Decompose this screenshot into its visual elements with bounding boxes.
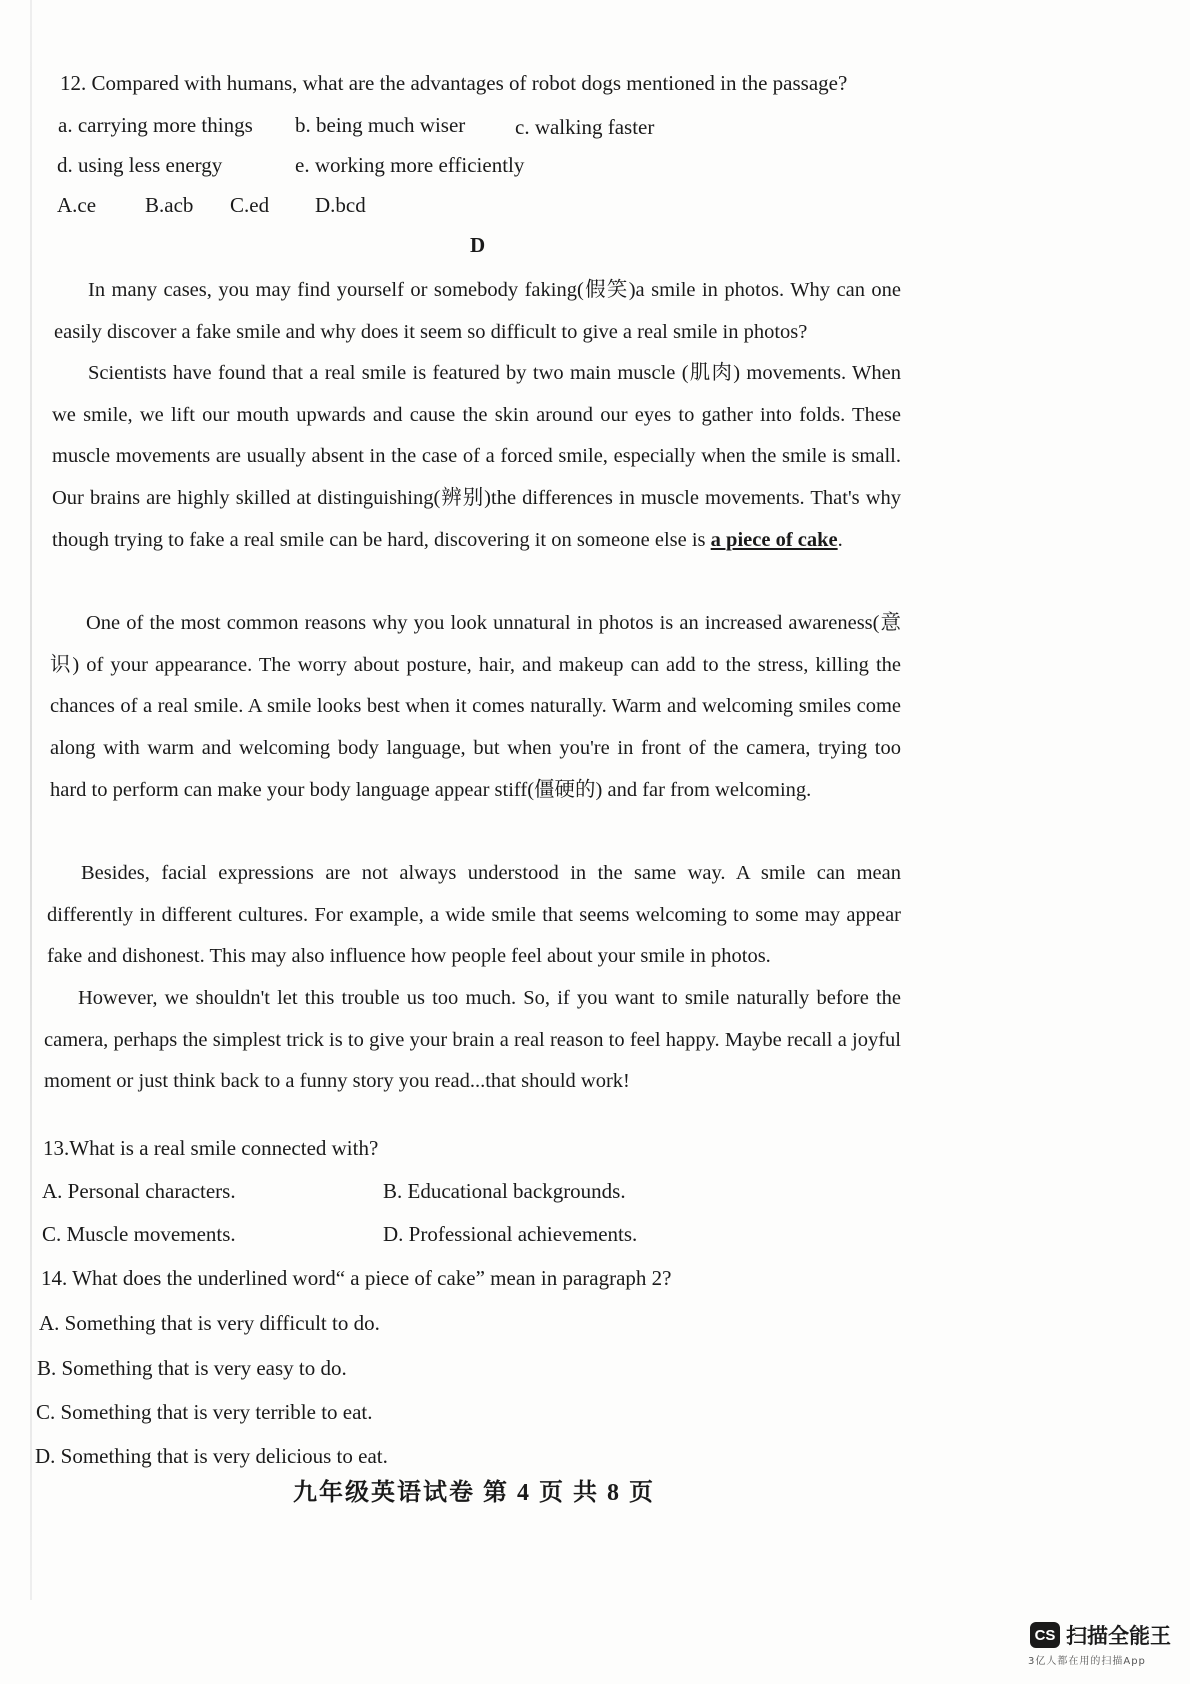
- q12-option-a: a. carrying more things: [58, 113, 253, 137]
- q14-option-d: D. Something that is very delicious to eat.: [35, 1444, 388, 1468]
- underlined-phrase: a piece of cake: [710, 528, 838, 551]
- q13-question: 13.What is a real smile connected with?: [43, 1136, 379, 1160]
- section-heading: D: [470, 233, 486, 257]
- q12-option-b: b. being much wiser: [295, 113, 466, 137]
- cs-logo-icon: CS: [1030, 1622, 1060, 1648]
- passage-paragraph-2: [52, 353, 901, 562]
- q13-option-c: C. Muscle movements.: [42, 1222, 236, 1246]
- q12-choice-b: B.acb: [145, 193, 194, 217]
- scan-edge-shadow: [30, 0, 32, 1600]
- q12-question: 12. Compared with humans, what are the advantages of robot dogs mentioned in the passage?: [60, 71, 848, 95]
- q12-choice-d: D.bcd: [315, 193, 366, 217]
- q12-choice-a: A.ce: [57, 193, 97, 217]
- passage-paragraph-1: In many cases, you may find yourself or somebody faking(假笑)a smile in photos. Why can one easily discover a fake smile and why does it seem so difficult to give a real smile in photos?: [54, 279, 901, 343]
- page-footer: 九年级英语试卷 第 4 页 共 8 页: [293, 1480, 655, 1506]
- passage-paragraph-5: However, we shouldn't let this trouble us too much. So, if you want to smile naturally before the camera, perhaps the simplest trick is to give your brain a real reason to feel happy. Maybe recall a joyful moment or just think back to a funny story you read...that should work!: [44, 987, 901, 1093]
- q14-question: 14. What does the underlined word“ a piece of cake” mean in paragraph 2?: [41, 1266, 672, 1290]
- q12-option-d: d. using less energy: [57, 153, 223, 177]
- paragraph-2-end: .: [837, 528, 843, 551]
- q14-option-b: B. Something that is very easy to do.: [37, 1356, 347, 1380]
- q12-choice-c: C.ed: [230, 193, 270, 217]
- scanner-watermark: [1030, 1620, 1171, 1650]
- q14-option-c: C. Something that is very terrible to eat.: [36, 1400, 373, 1424]
- watermark-tagline: 3亿人都在用的扫描App: [1028, 1656, 1146, 1667]
- q12-option-e: e. working more efficiently: [295, 153, 525, 177]
- passage-paragraph-3: One of the most common reasons why you look unnatural in photos is an increased awareness(意识) of your appearance. The worry about posture, hair, and makeup can add to the stress, killing the chances of a real smile. A smile looks best when it comes naturally. Warm and welcoming smiles come along with warm and welcoming body language, but when you're in front of the camera, trying too hard to perform can make your body language appear stiff(僵硬的) and far from welcoming.: [50, 612, 901, 801]
- q14-option-a: A. Something that is very difficult to do.: [39, 1311, 380, 1335]
- q13-option-b: B. Educational backgrounds.: [383, 1179, 626, 1203]
- q13-option-a: A. Personal characters.: [42, 1179, 236, 1203]
- passage-paragraph-4: Besides, facial expressions are not always understood in the same way. A smile can mean differently in different cultures. For example, a wide smile that seems welcoming to some may appear fake and dishonest. This may also influence how people feel about your smile in photos.: [47, 862, 901, 968]
- q13-option-d: D. Professional achievements.: [383, 1222, 638, 1246]
- q12-option-c: c. walking faster: [515, 115, 655, 139]
- watermark-app-name: 扫描全能王: [1066, 1624, 1171, 1648]
- paragraph-2-text: Scientists have found that a real smile is featured by two main muscle (肌肉) movements. When we smile, we lift our mouth upwards and cause the skin around our eyes to gather into folds. These muscle movements are usually absent in the case of a forced smile, especially when the smile is small. Our brains are highly skilled at distinguishing(辨别)the differences in muscle movements. That's why though trying to fake a real smile can be hard, discovering it on someone else is: [52, 362, 901, 551]
